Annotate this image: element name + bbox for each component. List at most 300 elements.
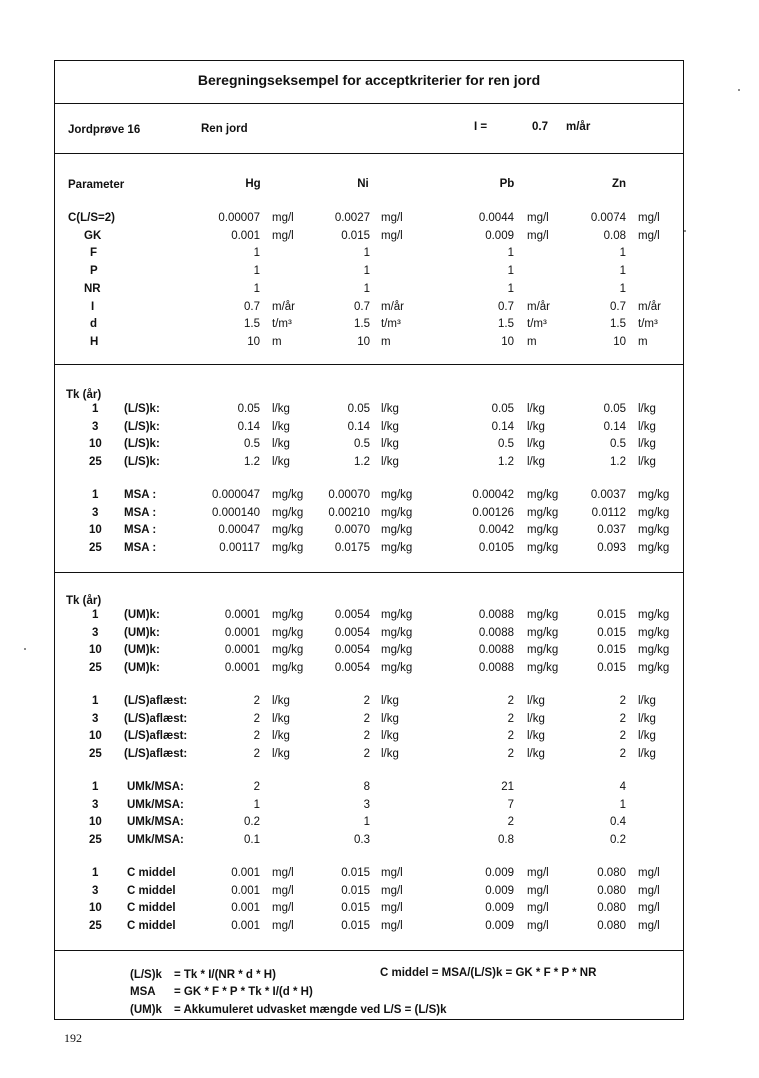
row-label: (UM)k: <box>124 644 160 656</box>
cell-unit: l/kg <box>527 695 545 707</box>
tk-value: 25 <box>89 834 102 846</box>
cell-unit: l/kg <box>638 421 656 433</box>
cell-unit: mg/kg <box>527 644 559 656</box>
cell-unit: mg/l <box>272 885 294 897</box>
cell-value: 2 <box>507 816 514 828</box>
cell-unit: l/kg <box>381 713 399 725</box>
i-unit: m/år <box>566 121 591 133</box>
divider <box>54 364 684 365</box>
cell-unit: l/kg <box>527 438 545 450</box>
tk-value: 1 <box>92 403 99 415</box>
divider <box>54 153 684 154</box>
cell-unit: l/kg <box>527 730 545 742</box>
cell-value: 0.0001 <box>224 609 260 621</box>
row-label: (L/S)k: <box>124 456 160 468</box>
param-value: 1.5 <box>610 318 626 330</box>
param-value: 10 <box>247 336 260 348</box>
scan-speck <box>738 89 740 91</box>
sample-type: Ren jord <box>201 123 248 135</box>
row-label: (UM)k: <box>124 609 160 621</box>
row-label: MSA : <box>124 507 157 519</box>
cell-value: 0.009 <box>485 885 514 897</box>
param-label: NR <box>84 283 101 295</box>
row-label: (L/S)k: <box>124 421 160 433</box>
cell-unit: mg/kg <box>638 542 670 554</box>
cell-value: 1.2 <box>610 456 626 468</box>
tk-value: 25 <box>89 456 102 468</box>
formula-um-rhs: = Akkumuleret udvasket mængde ved L/S = (L/S)k <box>174 1004 447 1016</box>
cell-unit: mg/kg <box>527 627 559 639</box>
cell-unit: l/kg <box>272 695 290 707</box>
cell-unit: mg/kg <box>272 662 304 674</box>
cell-value: 0.0088 <box>478 662 514 674</box>
param-unit: mg/l <box>527 212 549 224</box>
cell-unit: mg/kg <box>381 627 413 639</box>
cell-value: 2 <box>253 713 260 725</box>
param-value: 0.7 <box>498 301 514 313</box>
cell-unit: mg/kg <box>272 627 304 639</box>
row-label: UMk/MSA: <box>127 799 184 811</box>
cell-value: 2 <box>363 730 370 742</box>
cell-unit: l/kg <box>381 695 399 707</box>
scan-speck <box>684 230 686 232</box>
param-label: P <box>90 265 98 277</box>
cell-value: 4 <box>619 781 626 793</box>
param-value: 1 <box>363 265 370 277</box>
cell-value: 0.093 <box>597 542 626 554</box>
param-value: 0.0027 <box>334 212 370 224</box>
cell-unit: l/kg <box>638 438 656 450</box>
cell-value: 1.2 <box>244 456 260 468</box>
cell-unit: mg/kg <box>638 489 670 501</box>
cell-value: 0.015 <box>341 885 370 897</box>
cell-value: 0.5 <box>498 438 514 450</box>
param-value: 0.0074 <box>590 212 626 224</box>
param-value: 1.5 <box>498 318 514 330</box>
param-value: 0.7 <box>610 301 626 313</box>
column-header-pb: Pb <box>499 178 515 190</box>
cell-value: 0.080 <box>597 867 626 879</box>
cell-value: 8 <box>363 781 370 793</box>
param-value: 0.08 <box>603 230 626 242</box>
cell-value: 0.001 <box>231 902 260 914</box>
cell-value: 0.0088 <box>478 609 514 621</box>
cell-value: 3 <box>363 799 370 811</box>
divider <box>54 572 684 573</box>
cell-unit: mg/l <box>527 902 549 914</box>
cell-value: 2 <box>619 713 626 725</box>
cell-value: 0.0042 <box>478 524 514 536</box>
tk-value: 10 <box>89 816 102 828</box>
cell-value: 0.00117 <box>219 542 260 554</box>
cell-unit: l/kg <box>638 456 656 468</box>
param-value: 1 <box>507 265 514 277</box>
cell-value: 0.0054 <box>334 627 370 639</box>
cell-value: 0.000140 <box>212 507 260 519</box>
cell-value: 0.001 <box>231 867 260 879</box>
cell-unit: l/kg <box>527 713 545 725</box>
cell-value: 2 <box>507 713 514 725</box>
param-unit: m <box>527 336 537 348</box>
cell-value: 0.000047 <box>212 489 260 501</box>
param-value: 10 <box>357 336 370 348</box>
row-label: (UM)k: <box>124 662 160 674</box>
param-label: C(L/S=2) <box>68 212 115 224</box>
param-value: 0.7 <box>354 301 370 313</box>
cell-unit: mg/kg <box>638 609 670 621</box>
cell-value: 0.015 <box>597 609 626 621</box>
tk-value: 3 <box>92 507 99 519</box>
param-value: 0.7 <box>244 301 260 313</box>
param-unit: m <box>638 336 648 348</box>
param-value: 1 <box>253 247 260 259</box>
row-label: C middel <box>127 867 176 879</box>
cell-value: 2 <box>253 695 260 707</box>
cell-unit: l/kg <box>381 730 399 742</box>
cell-value: 0.5 <box>244 438 260 450</box>
cell-value: 0.037 <box>597 524 626 536</box>
cell-value: 2 <box>507 730 514 742</box>
cell-unit: mg/l <box>381 885 403 897</box>
param-value: 1 <box>619 247 626 259</box>
row-label: UMk/MSA: <box>127 781 184 793</box>
cell-unit: mg/kg <box>527 542 559 554</box>
tk-value: 1 <box>92 489 99 501</box>
cell-value: 0.0054 <box>334 662 370 674</box>
param-unit: t/m³ <box>381 318 401 330</box>
cell-unit: mg/kg <box>638 662 670 674</box>
cell-unit: mg/l <box>272 920 294 932</box>
row-label: (L/S)aflæst: <box>124 748 188 760</box>
cell-value: 0.8 <box>498 834 514 846</box>
tk-value: 10 <box>89 902 102 914</box>
cell-value: 0.05 <box>347 403 370 415</box>
param-value: 1 <box>507 283 514 295</box>
cell-unit: mg/kg <box>527 662 559 674</box>
cell-value: 0.0088 <box>478 644 514 656</box>
cell-value: 0.080 <box>597 902 626 914</box>
row-label: (L/S)k: <box>124 403 160 415</box>
cell-value: 0.14 <box>603 421 626 433</box>
row-label: (UM)k: <box>124 627 160 639</box>
cell-value: 0.009 <box>485 902 514 914</box>
cell-value: 0.00047 <box>218 524 260 536</box>
cell-value: 0.00210 <box>328 507 370 519</box>
formula-msa-lhs: MSA <box>130 986 156 998</box>
cell-unit: l/kg <box>272 713 290 725</box>
cell-value: 0.5 <box>354 438 370 450</box>
cell-unit: mg/l <box>638 867 660 879</box>
param-unit: m <box>272 336 282 348</box>
param-unit: mg/l <box>272 230 294 242</box>
cell-value: 2 <box>507 748 514 760</box>
divider <box>54 103 684 104</box>
row-label: UMk/MSA: <box>127 816 184 828</box>
cell-value: 0.14 <box>347 421 370 433</box>
row-label: (L/S)k: <box>124 438 160 450</box>
cell-unit: mg/kg <box>381 507 413 519</box>
param-unit: mg/l <box>381 230 403 242</box>
cell-value: 1.2 <box>354 456 370 468</box>
cell-value: 7 <box>507 799 514 811</box>
cell-value: 0.14 <box>237 421 260 433</box>
cell-value: 0.4 <box>610 816 626 828</box>
cell-unit: l/kg <box>272 403 290 415</box>
cell-value: 0.015 <box>597 644 626 656</box>
parameter-header: Parameter <box>68 179 125 191</box>
cell-value: 0.009 <box>485 867 514 879</box>
cell-unit: mg/l <box>272 867 294 879</box>
cell-unit: l/kg <box>272 438 290 450</box>
param-value: 1 <box>253 265 260 277</box>
cell-unit: l/kg <box>527 403 545 415</box>
row-label: MSA : <box>124 524 157 536</box>
cell-value: 0.14 <box>491 421 514 433</box>
cell-value: 2 <box>619 695 626 707</box>
cell-unit: l/kg <box>381 456 399 468</box>
cell-value: 1 <box>619 799 626 811</box>
tk-value: 3 <box>92 799 99 811</box>
row-label: (L/S)aflæst: <box>124 695 188 707</box>
row-label: C middel <box>127 885 176 897</box>
cell-unit: l/kg <box>381 438 399 450</box>
param-value: 1.5 <box>354 318 370 330</box>
param-unit: t/m³ <box>527 318 547 330</box>
cell-unit: mg/l <box>381 902 403 914</box>
param-value: 1 <box>363 283 370 295</box>
param-unit: m/år <box>272 301 295 313</box>
tk-value: 25 <box>89 920 102 932</box>
cell-unit: l/kg <box>381 748 399 760</box>
cell-value: 2 <box>619 730 626 742</box>
cell-value: 0.05 <box>603 403 626 415</box>
column-header-ni: Ni <box>357 178 369 190</box>
cell-value: 2 <box>363 748 370 760</box>
cell-value: 0.0105 <box>478 542 514 554</box>
tk-header: Tk (år) <box>66 389 102 401</box>
cell-value: 0.080 <box>597 920 626 932</box>
divider <box>54 950 684 951</box>
formula-ls-lhs: (L/S)k <box>130 969 162 981</box>
tk-value: 25 <box>89 662 102 674</box>
row-label: C middel <box>127 902 176 914</box>
cell-unit: l/kg <box>272 421 290 433</box>
cell-unit: mg/kg <box>638 524 670 536</box>
formula-cmiddel: C middel = MSA/(L/S)k = GK * F * P * NR <box>380 967 597 979</box>
cell-value: 0.0054 <box>334 609 370 621</box>
param-unit: mg/l <box>381 212 403 224</box>
cell-value: 0.2 <box>244 816 260 828</box>
cell-value: 2 <box>253 730 260 742</box>
cell-unit: mg/l <box>381 920 403 932</box>
cell-value: 0.0001 <box>224 627 260 639</box>
param-unit: m/år <box>638 301 661 313</box>
cell-value: 1 <box>363 816 370 828</box>
cell-unit: l/kg <box>381 403 399 415</box>
param-unit: t/m³ <box>272 318 292 330</box>
cell-value: 1.2 <box>498 456 514 468</box>
tk-value: 3 <box>92 713 99 725</box>
tk-value: 1 <box>92 867 99 879</box>
cell-unit: mg/kg <box>381 644 413 656</box>
param-value: 0.001 <box>231 230 260 242</box>
row-label: C middel <box>127 920 176 932</box>
param-value: 1 <box>507 247 514 259</box>
param-label: I <box>91 301 95 313</box>
cell-unit: l/kg <box>638 695 656 707</box>
cell-value: 2 <box>363 695 370 707</box>
cell-value: 0.0175 <box>334 542 370 554</box>
cell-value: 0.5 <box>610 438 626 450</box>
param-value: 1.5 <box>244 318 260 330</box>
cell-value: 2 <box>363 713 370 725</box>
param-value: 0.009 <box>485 230 514 242</box>
formula-ls-rhs: = Tk * I/(NR * d * H) <box>174 969 276 981</box>
cell-unit: mg/kg <box>272 609 304 621</box>
cell-unit: l/kg <box>638 403 656 415</box>
cell-unit: l/kg <box>638 748 656 760</box>
tk-value: 1 <box>92 609 99 621</box>
cell-unit: mg/l <box>638 920 660 932</box>
cell-unit: mg/kg <box>381 542 413 554</box>
param-value: 0.015 <box>341 230 370 242</box>
cell-unit: mg/kg <box>381 524 413 536</box>
formula-msa-rhs: = GK * F * P * Tk * I/(d * H) <box>174 986 313 998</box>
cell-value: 2 <box>619 748 626 760</box>
cell-value: 0.015 <box>597 662 626 674</box>
cell-value: 21 <box>501 781 514 793</box>
i-label: I = <box>474 121 488 133</box>
param-unit: m/år <box>527 301 550 313</box>
cell-unit: mg/kg <box>272 644 304 656</box>
cell-value: 0.1 <box>244 834 260 846</box>
tk-value: 10 <box>89 730 102 742</box>
cell-value: 0.0001 <box>224 644 260 656</box>
param-value: 0.0044 <box>478 212 514 224</box>
cell-value: 0.080 <box>597 885 626 897</box>
cell-value: 0.015 <box>341 867 370 879</box>
cell-unit: mg/kg <box>527 609 559 621</box>
param-value: 10 <box>613 336 626 348</box>
param-value: 1 <box>619 283 626 295</box>
cell-unit: mg/kg <box>272 524 304 536</box>
cell-unit: l/kg <box>527 456 545 468</box>
cell-unit: mg/kg <box>527 524 559 536</box>
cell-unit: mg/l <box>272 902 294 914</box>
cell-unit: mg/kg <box>638 644 670 656</box>
cell-unit: mg/kg <box>272 507 304 519</box>
tk-value: 3 <box>92 627 99 639</box>
cell-value: 0.00126 <box>472 507 514 519</box>
cell-unit: mg/l <box>638 902 660 914</box>
cell-unit: l/kg <box>527 748 545 760</box>
tk-value: 1 <box>92 695 99 707</box>
tk-value: 25 <box>89 542 102 554</box>
cell-unit: l/kg <box>272 730 290 742</box>
cell-value: 0.0070 <box>334 524 370 536</box>
param-unit: mg/l <box>272 212 294 224</box>
cell-value: 0.015 <box>341 902 370 914</box>
column-header-hg: Hg <box>245 178 261 190</box>
param-unit: t/m³ <box>638 318 658 330</box>
param-value: 0.00007 <box>218 212 260 224</box>
cell-unit: mg/l <box>638 885 660 897</box>
cell-unit: l/kg <box>638 730 656 742</box>
cell-value: 2 <box>253 748 260 760</box>
cell-value: 0.009 <box>485 920 514 932</box>
tk-value: 10 <box>89 644 102 656</box>
cell-value: 2 <box>507 695 514 707</box>
cell-unit: l/kg <box>527 421 545 433</box>
cell-value: 0.3 <box>354 834 370 846</box>
column-header-zn: Zn <box>611 178 627 190</box>
cell-unit: mg/l <box>527 920 549 932</box>
param-value: 1 <box>619 265 626 277</box>
cell-unit: mg/l <box>527 885 549 897</box>
cell-unit: mg/kg <box>381 609 413 621</box>
row-label: (L/S)aflæst: <box>124 713 188 725</box>
param-unit: mg/l <box>638 212 660 224</box>
tk-value: 3 <box>92 885 99 897</box>
page-number: 192 <box>64 1031 82 1045</box>
tk-value: 25 <box>89 748 102 760</box>
cell-unit: mg/kg <box>272 542 304 554</box>
cell-value: 0.05 <box>491 403 514 415</box>
cell-value: 0.001 <box>231 920 260 932</box>
cell-value: 0.001 <box>231 885 260 897</box>
cell-unit: mg/kg <box>381 489 413 501</box>
tk-value: 1 <box>92 781 99 793</box>
cell-value: 2 <box>253 781 260 793</box>
row-label: (L/S)aflæst: <box>124 730 188 742</box>
cell-value: 0.0001 <box>224 662 260 674</box>
param-label: GK <box>84 230 102 242</box>
cell-value: 0.015 <box>341 920 370 932</box>
cell-value: 1 <box>253 799 260 811</box>
cell-unit: mg/kg <box>381 662 413 674</box>
param-unit: mg/l <box>527 230 549 242</box>
page-title: Beregningseksempel for acceptkriterier for ren jord <box>197 72 541 88</box>
cell-unit: mg/l <box>527 867 549 879</box>
scan-speck <box>24 648 26 650</box>
param-value: 10 <box>501 336 514 348</box>
formula-um-lhs: (UM)k <box>130 1004 162 1016</box>
cell-unit: l/kg <box>381 421 399 433</box>
cell-unit: mg/kg <box>638 627 670 639</box>
cell-value: 0.00070 <box>328 489 370 501</box>
param-unit: m <box>381 336 391 348</box>
tk-value: 3 <box>92 421 99 433</box>
param-unit: mg/l <box>638 230 660 242</box>
param-value: 1 <box>253 283 260 295</box>
cell-unit: l/kg <box>272 456 290 468</box>
cell-value: 0.2 <box>610 834 626 846</box>
cell-unit: l/kg <box>272 748 290 760</box>
param-label: H <box>90 336 99 348</box>
sample-label: Jordprøve 16 <box>68 124 141 136</box>
tk-header: Tk (år) <box>66 595 102 607</box>
cell-unit: mg/kg <box>638 507 670 519</box>
row-label: MSA : <box>124 489 157 501</box>
cell-value: 0.00042 <box>472 489 514 501</box>
cell-unit: l/kg <box>638 713 656 725</box>
cell-unit: mg/l <box>381 867 403 879</box>
i-value: 0.7 <box>532 121 548 133</box>
cell-value: 0.05 <box>237 403 260 415</box>
cell-value: 0.0037 <box>590 489 626 501</box>
row-label: UMk/MSA: <box>127 834 184 846</box>
cell-unit: mg/kg <box>527 507 559 519</box>
